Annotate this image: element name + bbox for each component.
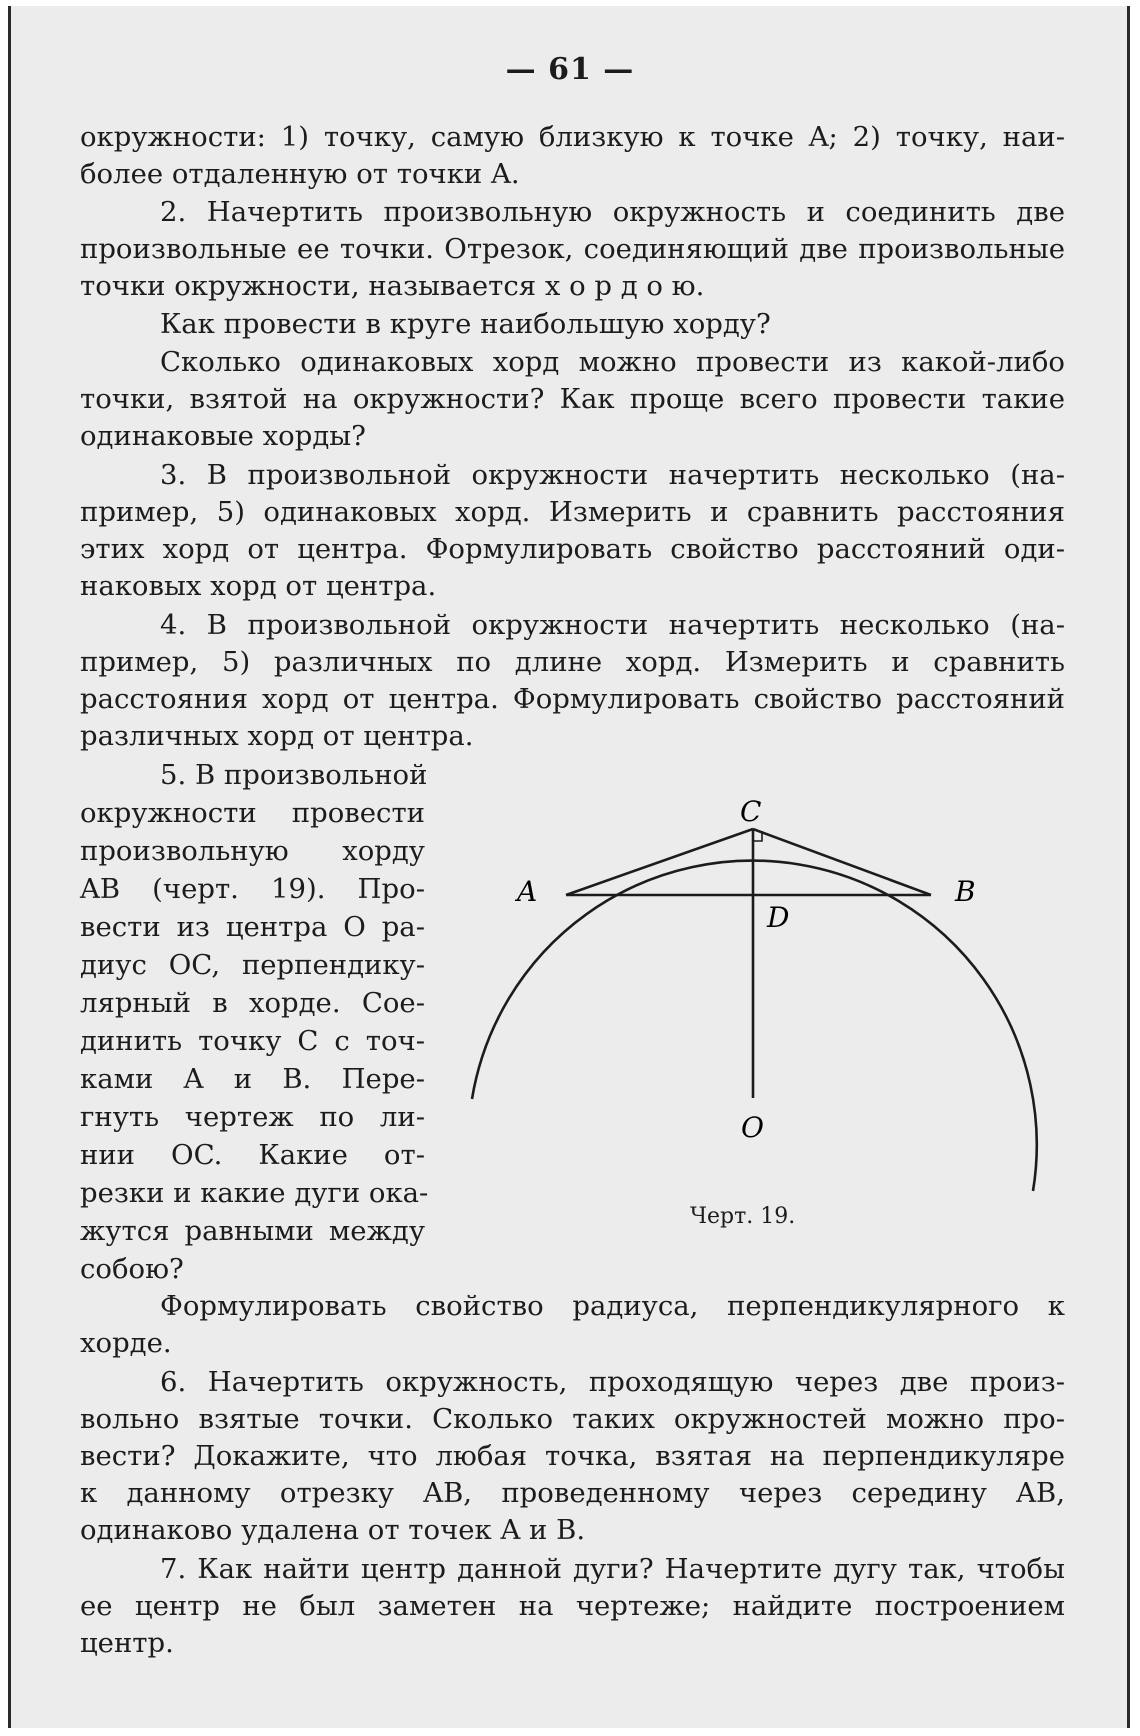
text-line: наковых хорд от центра. bbox=[80, 570, 437, 602]
text-line: вести? Докажите, что любая точка, взятая на перпендикуляре bbox=[80, 1440, 1065, 1472]
label-c: C bbox=[740, 795, 762, 828]
side-text-line: жутся равными между bbox=[80, 1215, 425, 1247]
side-text-line: гнуть чертеж по ли- bbox=[80, 1101, 425, 1133]
text-line: ее центр не был заметен на чертеже; найдите построением bbox=[80, 1590, 1065, 1622]
text-line: хорде. bbox=[80, 1327, 172, 1359]
label-o: O bbox=[741, 1111, 764, 1144]
side-text-line: вести из центра O ра- bbox=[80, 911, 425, 943]
text-line: центр. bbox=[80, 1627, 174, 1659]
side-text-line: диус OC, перпендику- bbox=[80, 949, 425, 981]
text-line: 6. Начертить окружность, проходящую через две произ- bbox=[160, 1366, 1065, 1398]
text-line: произвольные ее точки. Отрезок, соединяющий две произвольные bbox=[80, 233, 1065, 265]
text-line: точки, взятой на окружности? Как проще всего провести такие bbox=[80, 383, 1065, 415]
text-line: 2. Начертить произвольную окружность и соединить две bbox=[160, 196, 1065, 228]
geometry-figure bbox=[455, 788, 1055, 1208]
side-text-line: произвольную хорду bbox=[80, 835, 425, 867]
label-b: B bbox=[955, 875, 976, 908]
side-text-line: 5. В произвольной bbox=[160, 759, 428, 791]
side-text-line: нии OC. Какие от- bbox=[80, 1139, 425, 1171]
text-line: более отдаленную от точки A. bbox=[80, 158, 520, 190]
text-line: 4. В произвольной окружности начертить несколько (на- bbox=[160, 609, 1065, 641]
text-line: пример, 5) различных по длине хорд. Измерить и сравнить bbox=[80, 646, 1065, 678]
text-line: одинаково удалена от точек A и B. bbox=[80, 1514, 586, 1546]
page-number: — 61 — bbox=[505, 52, 635, 87]
text-line: этих хорд от центра. Формулировать свойство расстояний оди- bbox=[80, 533, 1065, 565]
side-text-line: резки и какие дуги ока- bbox=[80, 1177, 429, 1209]
text-line: расстояния хорд от центра. Формулировать свойство расстояний bbox=[80, 683, 1065, 715]
side-text-line: ками A и B. Пере- bbox=[80, 1063, 425, 1095]
text-line: 3. В произвольной окружности начертить несколько (на- bbox=[160, 459, 1065, 491]
figure-caption: Черт. 19. bbox=[690, 1204, 796, 1229]
text-line: одинаковые хорды? bbox=[80, 420, 366, 452]
text-line: Как провести в круге наибольшую хорду? bbox=[160, 308, 771, 340]
text-line: вольно взятые точки. Сколько таких окружностей можно про- bbox=[80, 1403, 1065, 1435]
side-text-line: окружности провести bbox=[80, 797, 425, 829]
side-text-line: динить точку C с точ- bbox=[80, 1025, 425, 1057]
side-text-line: лярный в хорде. Сое- bbox=[80, 987, 425, 1019]
text-line: Сколько одинаковых хорд можно провести из какой-либо bbox=[160, 346, 1065, 378]
text-line: к данному отрезку AB, проведенному через середину AB, bbox=[80, 1477, 1065, 1509]
text-line: 7. Как найти центр данной дуги? Начертите дугу так, чтобы bbox=[160, 1553, 1065, 1585]
label-d: D bbox=[767, 901, 790, 934]
side-text-line: AB (черт. 19). Про- bbox=[80, 873, 425, 905]
text-line: Формулировать свойство радиуса, перпендикулярного к bbox=[160, 1290, 1065, 1322]
text-line: пример, 5) одинаковых хорд. Измерить и сравнить расстояния bbox=[80, 496, 1065, 528]
text-line: точки окружности, называется х о р д о ю. bbox=[80, 270, 705, 302]
text-line: различных хорд от центра. bbox=[80, 720, 474, 752]
label-a: A bbox=[517, 875, 538, 908]
side-text-line: собою? bbox=[80, 1253, 184, 1285]
text-line: окружности: 1) точку, самую близкую к точке A; 2) точку, наи- bbox=[80, 121, 1065, 153]
